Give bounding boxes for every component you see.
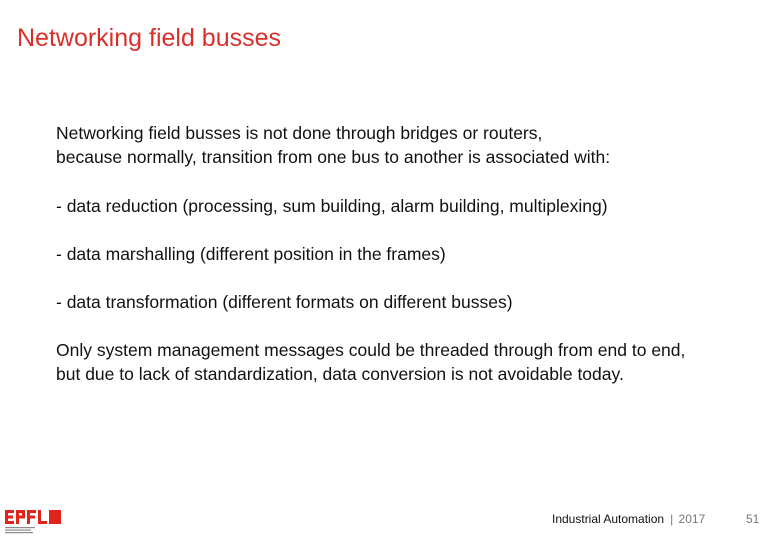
- intro-line-1: Networking field busses is not done through bridges or routers,: [56, 123, 543, 143]
- slide-title: Networking field busses: [17, 24, 282, 52]
- footer: [552, 512, 705, 526]
- closing-line-1: Only system management messages could be threaded through from end to end,: [56, 340, 686, 360]
- closing-line-2: but due to lack of standardization, data conversion is not avoidable today.: [56, 364, 624, 384]
- closing-paragraph: [56, 338, 685, 386]
- footer-year: 2017: [678, 512, 706, 526]
- intro-line-2: because normally, transition from one bus to another is associated with:: [56, 147, 611, 167]
- footer-separator: |: [670, 512, 674, 526]
- intro-paragraph: [56, 121, 610, 169]
- bullet-item: - data marshalling (different position in the frames): [56, 244, 446, 264]
- bullet-item: - data transformation (different formats on different busses): [56, 292, 513, 312]
- bullet-item: - data reduction (processing, sum building, alarm building, multiplexing): [56, 196, 608, 216]
- page-number: 51: [746, 512, 760, 526]
- footer-course: Industrial Automation: [552, 512, 665, 526]
- epfl-logo: [3, 507, 61, 535]
